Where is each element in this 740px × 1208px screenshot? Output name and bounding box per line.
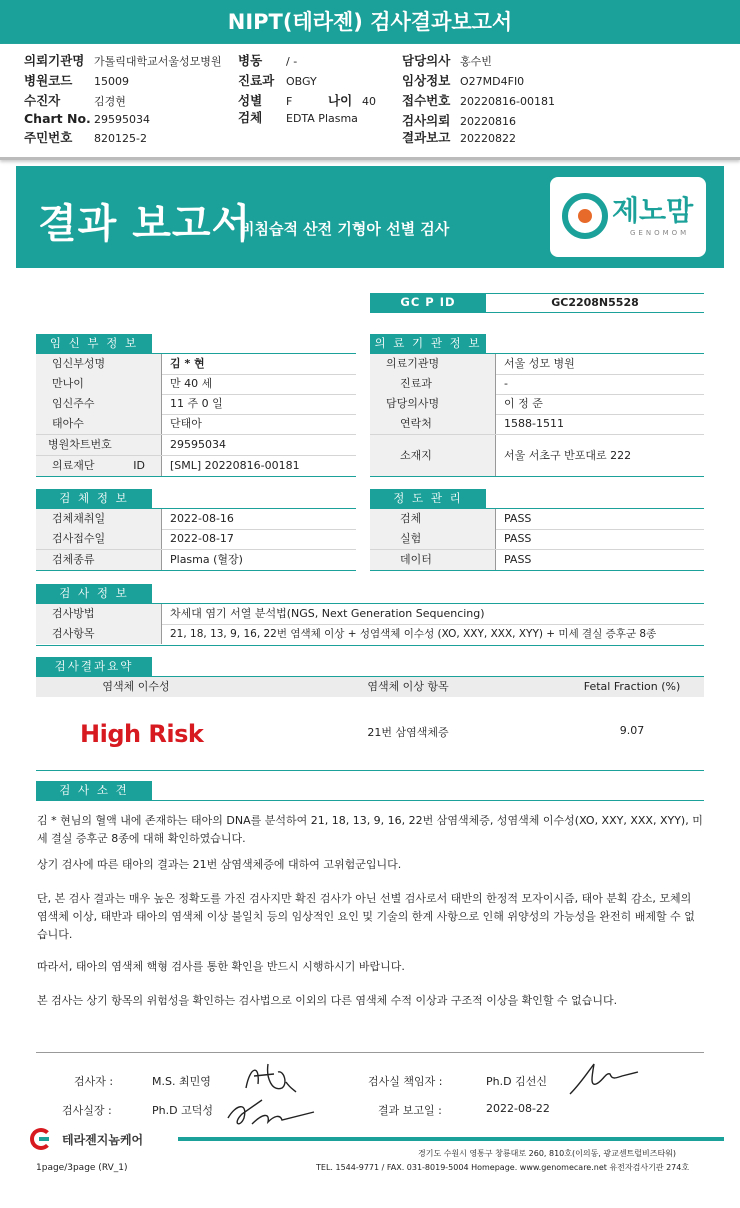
- manager-label: 검사실 책임자 :: [368, 1075, 443, 1088]
- genomom-logo: 제노맘 GENOMOM: [550, 177, 706, 257]
- header-field: 주민번호 820125-2: [24, 130, 147, 145]
- footer-address: 경기도 수원시 영통구 창룡대로 260, 810호(이의동, 광교센트럴비즈타워): [418, 1149, 677, 1158]
- summary-col-ff: Fetal Fraction (%): [583, 680, 681, 693]
- findings-paragraph: 단, 본 검사 결과는 매우 높은 정확도를 가진 검사지만 확진 검사가 아닌 선별 검사로서 태반의 한정적 모자이시즘, 태아 분획 감소, 모체의 염색체 이상, 태반과 태아의 염색체 이상 불일치 등의 임상적인 요인 및 기술의 한계 사항으로 인해 위양성의 가능성을 완전히 배제할 수 없습니다.: [37, 892, 695, 941]
- findings-paragraph: 상기 검사에 따른 태아의 결과는 21번 삼염색체증에 대하여 고위험군입니다.: [37, 858, 402, 871]
- header-info: [0, 44, 740, 160]
- patient-row: 임신주수 11 주 0 일: [36, 394, 356, 414]
- patient-heading: 임 신 부 정 보: [36, 334, 152, 353]
- header-field: 진료과 OBGY: [238, 73, 317, 88]
- specimen-heading: 검 체 정 보: [36, 489, 152, 508]
- specimen-row: 검사접수일 2022-08-17: [36, 529, 356, 549]
- qc-row: 검체 PASS: [370, 509, 704, 529]
- header-field: 병동 / -: [238, 53, 298, 68]
- institution-row: 진료과 -: [370, 374, 704, 394]
- findings-heading: 검 사 소 견: [36, 781, 152, 800]
- findings-paragraph: 본 검사는 상기 항목의 위험성을 확인하는 검사법으로 이외의 다른 염색체 수적 이상과 구조적 이상을 확인할 수 없습니다.: [37, 994, 618, 1007]
- tester-label: 검사자 :: [74, 1075, 114, 1088]
- report-banner: [16, 166, 724, 268]
- qc-heading: 정 도 관 리: [370, 489, 486, 508]
- director-signature: [222, 1094, 318, 1132]
- header-field: 담당의사 홍수빈: [402, 53, 492, 68]
- header-field: 검체 EDTA Plasma: [238, 110, 358, 125]
- patient-row: 의료재단 ID [SML] 20220816-00181: [36, 456, 356, 476]
- patient-row: 만나이 만 40 세: [36, 374, 356, 394]
- manager-signature: [566, 1058, 642, 1098]
- header-field: 병원코드 15009: [24, 73, 129, 88]
- director-label: 검사실장 :: [62, 1104, 112, 1117]
- risk-result: High Risk: [80, 720, 204, 748]
- header-field: 검사의뢰 20220816: [402, 113, 516, 128]
- summary-heading: 검사결과요약: [36, 657, 152, 676]
- header-field: 임상정보 O27MD4FI0: [402, 73, 525, 88]
- header-field: 성별 F: [238, 93, 293, 108]
- summary-item-value: 21번 삼염색체증: [367, 726, 449, 739]
- header-field: 수진자 김경현: [24, 93, 126, 108]
- summary-col-aneuploidy: 염색체 이수성: [102, 680, 170, 693]
- banner-title: 결과 보고서: [38, 201, 252, 247]
- test-row: 검사항목 21, 18, 13, 9, 16, 22번 염색체 이상 + 성염색체 이수성 (XO, XXY, XXX, XYY) + 미세 결실 증후군 8종: [36, 624, 704, 644]
- header-field: Chart No. 29595034: [24, 111, 150, 126]
- report-date: 2022-08-22: [486, 1102, 550, 1115]
- test-row: 검사방법 차세대 염기 서열 분석법(NGS, Next Generation Sequencing): [36, 604, 704, 624]
- page-number: 1page/3page (RV_1): [36, 1163, 128, 1173]
- patient-row: 병원차트번호 29595034: [36, 435, 356, 455]
- qc-row: 실험 PASS: [370, 529, 704, 549]
- tester-name: M.S. 최민영: [152, 1075, 211, 1088]
- patient-row: 태아수 단태아: [36, 414, 356, 434]
- specimen-row: 검체종류 Plasma (혈장): [36, 550, 356, 570]
- header-field: 나이 40: [328, 93, 376, 108]
- manager-name: Ph.D 김선신: [486, 1075, 547, 1088]
- terragen-logo-icon: [30, 1128, 56, 1150]
- banner-subtitle: 비침습적 산전 기형아 선별 검사: [240, 220, 450, 238]
- summary-col-item: 염색체 이상 항목: [367, 680, 449, 693]
- report-date-label: 결과 보고일 :: [378, 1104, 442, 1117]
- institution-row: 의료기관명 서울 성모 병원: [370, 354, 704, 374]
- header-field: 결과보고 20220822: [402, 130, 516, 145]
- header-field: 의뢰기관명 가톨릭대학교서울성모병원: [24, 53, 222, 68]
- company-name: 테라젠지놈케어: [62, 1133, 144, 1147]
- qc-row: 데이터 PASS: [370, 550, 704, 570]
- test-heading: 검 사 정 보: [36, 584, 152, 603]
- tester-signature: [238, 1058, 298, 1098]
- findings-paragraph: 따라서, 태아의 염색체 핵형 검사를 통한 확인을 반드시 시행하시기 바랍니다.: [37, 960, 405, 973]
- logo-mother-icon: [562, 193, 608, 239]
- report-title: NIPT(테라젠) 검사결과보고서: [0, 0, 740, 44]
- director-name: Ph.D 고덕성: [152, 1104, 213, 1117]
- header-field: 접수번호 20220816-00181: [402, 93, 555, 108]
- institution-row: 연락처 1588-1511: [370, 414, 704, 434]
- institution-row: 담당의사명 이 정 준: [370, 394, 704, 414]
- patient-row: 임신부성명 김 * 현: [36, 354, 356, 374]
- footer-contact: TEL. 1544-9771 / FAX. 031-8019-5004 Homepage. www.genomecare.net 유전자검사기관 274호: [316, 1163, 690, 1172]
- institution-row: 소재지 서울 서초구 반포대로 222: [370, 435, 704, 476]
- summary-ff-value: 9.07: [619, 724, 645, 737]
- institution-heading: 의 료 기 관 정 보: [370, 334, 486, 353]
- gcpid-value: GC2208N5528: [551, 296, 639, 309]
- gcpid-label: GC P ID: [370, 293, 486, 312]
- specimen-row: 검체채취일 2022-08-16: [36, 509, 356, 529]
- findings-paragraph: 김 * 현님의 혈액 내에 존재하는 태아의 DNA를 분석하여 21, 18, 13, 9, 16, 22번 삼염색체증, 성염색체 이수성(XO, XXY, XXX, XYY), 미세 결실 증후군 8종에 대해 확인하였습니다.: [37, 814, 703, 845]
